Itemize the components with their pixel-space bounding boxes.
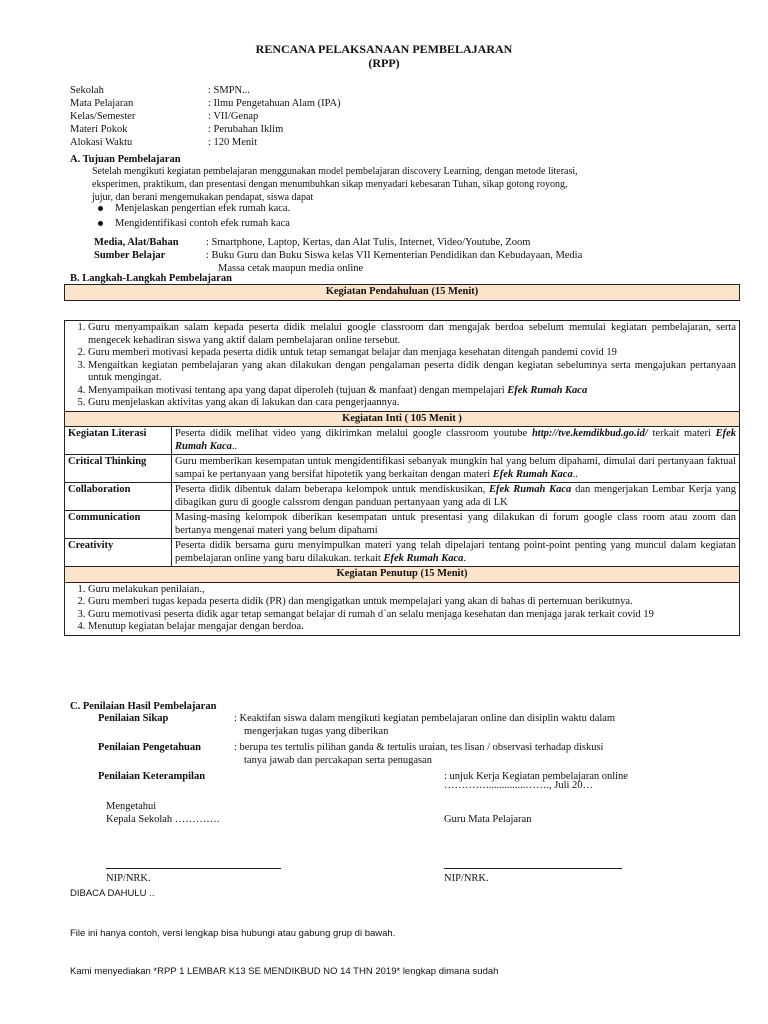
guru-label: Guru Mata Pelajaran bbox=[444, 814, 532, 825]
pendahuluan-header: Kegiatan Pendahuluan (15 Menit) bbox=[65, 285, 740, 301]
row-text-part: Peserta didik melihat video yang dikirimkan melalui google classroom youtube bbox=[175, 428, 528, 439]
identity-label: Sekolah bbox=[70, 85, 104, 96]
sikap-value: : Keaktifan siswa dalam mengikuti kegiatan pembelajaran online dan disiplin waktu dalam bbox=[234, 713, 616, 724]
list-item: 4. Menutup kegiatan belajar mengajar dengan berdoa. bbox=[88, 621, 736, 634]
objective-item: Menjelaskan pengertian efek rumah kaca. bbox=[115, 203, 291, 214]
identity-label: Materi Pokok bbox=[70, 124, 128, 135]
table-row bbox=[65, 511, 740, 539]
identity-label: Kelas/Semester bbox=[70, 111, 136, 122]
signature-line-left bbox=[106, 868, 281, 869]
section-c-heading: C. Penilaian Hasil Pembelajaran bbox=[70, 701, 217, 712]
row-text bbox=[172, 455, 740, 483]
pengetahuan-value: : berupa tes tertulis pilihan ganda & tertulis uraian, tes lisan / observasi terhadap diskusi bbox=[234, 742, 604, 753]
identity-value: : Perubahan Iklim bbox=[208, 124, 284, 135]
identity-value: : VII/Genap bbox=[208, 111, 259, 122]
row-text bbox=[172, 483, 740, 511]
row-text-part: .. bbox=[231, 440, 238, 452]
identity-value: : Ilmu Pengetahuan Alam (IPA) bbox=[208, 98, 341, 109]
row-text-part: terkait materi bbox=[647, 428, 716, 439]
list-item-text: Menyampaikan motivasi tentang apa yang dapat diperoleh (tujuan & manfaat) dengan mempelajari bbox=[88, 384, 505, 396]
sikap-label: Penilaian Sikap bbox=[98, 713, 169, 724]
media-value: : Smartphone, Laptop, Kertas, dan Alat Tulis, Internet, Video/Youtube, Zoom bbox=[206, 237, 531, 248]
kepala-sekolah-label: Kepala Sekolah …………. bbox=[106, 814, 220, 825]
row-label: Critical Thinking bbox=[65, 455, 172, 483]
signature-line-right bbox=[444, 868, 622, 869]
footer-note: File ini hanya contoh, versi lengkap bisa hubungi atau gabung grup di bawah. bbox=[70, 928, 396, 939]
topic-emphasis: Efek Rumah Kaca bbox=[383, 552, 464, 564]
objective-item: Mengidentifikasi contoh efek rumah kaca bbox=[115, 218, 290, 229]
identity-block bbox=[70, 84, 341, 149]
media-block bbox=[94, 236, 582, 275]
row-text: Masing-masing kelompok diberikan kesempatan untuk presentasi yang dilakukan di forum google class room atau zoom dan bertanya mengenai materi yang belum dipahami bbox=[172, 511, 740, 539]
document-subtitle: (RPP) bbox=[368, 56, 400, 70]
row-text-part: dan mengerjakan Lembar Kerja yang dibagikan guru di google calssrom dengan panduan pertanyaan yang ada di LK bbox=[175, 484, 736, 508]
pengetahuan-value: tanya jawab dan percakapan serta penugasan bbox=[244, 755, 433, 766]
identity-label: Alokasi Waktu bbox=[70, 137, 133, 148]
sumber-label: Sumber Belajar bbox=[94, 250, 166, 261]
list-item: 2. Guru memberi tugas kepada peserta didik (PR) dan mengigatkan untuk mempelajari yang akan di bahas di pertemuan berikutnya. bbox=[88, 596, 736, 609]
penutup-cell bbox=[65, 582, 740, 635]
pendahuluan-header-table bbox=[64, 284, 740, 301]
topic-emphasis: Efek Rumah Kaca bbox=[175, 428, 737, 452]
activities-table bbox=[64, 320, 740, 636]
intro-line: Setelah mengikuti kegiatan pembelajaran menggunakan model pembelajaran discovery Learning, dengan metode literasi, bbox=[92, 166, 578, 177]
topic-emphasis: Efek Rumah Kaca bbox=[492, 468, 573, 480]
table-row bbox=[65, 539, 740, 567]
table-row bbox=[65, 455, 740, 483]
assessment-block bbox=[98, 712, 628, 783]
list-item: 3. Mengaitkan kegiatan pembelajaran yang akan dilakukan dengan pengalaman peserta didik dengan kegiatan sebelumnya serta mengajukan pertanyaan untuk mengingat. bbox=[88, 360, 736, 385]
footer-note: Kami menyediakan *RPP 1 LEMBAR K13 SE MENDIKBUD NO 14 THN 2019* lengkap dimana sudah bbox=[70, 966, 499, 977]
table-row bbox=[65, 483, 740, 511]
row-text-part: Peserta didik dibentuk dalam beberapa kelompok untuk mendiskusikan, bbox=[175, 484, 490, 495]
identity-label: Mata Pelajaran bbox=[70, 98, 134, 109]
row-label: Communication bbox=[65, 511, 172, 539]
pendahuluan-cell bbox=[65, 321, 740, 412]
nip-right: NIP/NRK. bbox=[444, 873, 489, 884]
intro-line: jujur, dan berani mengemukakan pendapat, siswa dapat bbox=[92, 192, 314, 203]
section-b-heading: B. Langkah-Langkah Pembelajaran bbox=[70, 273, 232, 284]
sumber-value: Massa cetak maupun media online bbox=[218, 263, 364, 274]
inti-header: Kegiatan Inti ( 105 Menit ) bbox=[65, 411, 740, 427]
document-title: RENCANA PELAKSANAAN PEMBELAJARAN bbox=[255, 42, 513, 56]
section-a-intro bbox=[92, 165, 578, 204]
signature-date: …………...............……., Juli 20… bbox=[444, 780, 594, 791]
row-label: Kegiatan Literasi bbox=[65, 427, 172, 455]
keterampilan-value: : unjuk Kerja Kegiatan pembelajaran online bbox=[444, 771, 628, 782]
media-label: Media, Alat/Bahan bbox=[94, 237, 179, 248]
penutup-header: Kegiatan Penutup (15 Menit) bbox=[65, 567, 740, 583]
bullet-icon bbox=[98, 206, 103, 211]
sikap-value: mengerjakan tugas yang diberikan bbox=[244, 726, 389, 737]
keterampilan-label: Penilaian Keterampilan bbox=[98, 771, 206, 782]
pendahuluan-list bbox=[68, 322, 736, 410]
row-text-part: Guru memberikan kesempatan untuk mengidentifikasi sebanyak mungkin hal yang belum dipahami, dimulai dari pertanyaan faktual sampai ke pertanyaan yang bersifat hipotetik yang berkaitan dengan materi bbox=[175, 456, 736, 480]
row-label: Collaboration bbox=[65, 483, 172, 511]
footer-note: DIBACA DAHULU .. bbox=[70, 888, 155, 899]
row-text bbox=[172, 427, 740, 455]
sumber-value: : Buku Guru dan Buku Siswa kelas VII Kementerian Pendidikan dan Kebudayaan, Media bbox=[206, 250, 583, 261]
list-item: 1. Guru melakukan penilaian., bbox=[88, 584, 736, 597]
row-text-part: Peserta didik bersama guru menyimpulkan materi yang telah dipelajari tentang point-point penting yang muncul dalam kegiatan pembelajaran online yang baru dilakukan. terkait bbox=[175, 540, 736, 564]
identity-value: : SMPN... bbox=[208, 85, 251, 96]
row-text-part: .. bbox=[572, 468, 578, 480]
identity-value: : 120 Menit bbox=[208, 137, 257, 148]
video-link[interactable]: http://tve.kemdikbud.go.id/ bbox=[531, 428, 648, 439]
topic-emphasis: Efek Rumah Kaca bbox=[489, 484, 572, 495]
list-item: 5. Guru menjelaskan aktivitas yang akan di lakukan dan cara pengerjaannya. bbox=[88, 397, 736, 410]
intro-line: eksperimen, praktikum, dan presentasi dengan menumbuhkan sikap menyadari kebesaran Tuhan, sikap gotong royong, bbox=[92, 179, 568, 190]
list-item: 1. Guru menyampaikan salam kepada peserta didik melalui google classroom dan mengajak berdoa sebelum memulai kegiatan pembelajaran, serta mengecek kehadiran siswa yang aktif dalam pembelajaran online tersebut. bbox=[88, 322, 736, 347]
penutup-list bbox=[68, 584, 736, 634]
list-item bbox=[88, 385, 736, 398]
list-item: 3. Guru memotivasi peserta didik agar tetap semangat belajar di rumah d`an selalu menjaga kesehatan dan menjaga jarak terkait covid 19 bbox=[88, 609, 736, 622]
mengetahui-label: Mengetahui bbox=[106, 801, 157, 812]
nip-left: NIP/NRK. bbox=[106, 873, 151, 884]
row-label: Creativity bbox=[65, 539, 172, 567]
row-text-part: . bbox=[463, 552, 467, 564]
pengetahuan-label: Penilaian Pengetahuan bbox=[98, 742, 201, 753]
table-row bbox=[65, 427, 740, 455]
bullet-icon bbox=[98, 221, 103, 226]
objective-list bbox=[98, 202, 290, 230]
list-item: 2. Guru memberi motivasi kepada peserta didik untuk tetap semangat belajar dan menjaga kesehatan ditengah pandemi covid 19 bbox=[88, 347, 736, 360]
section-a-heading: A. Tujuan Pembelajaran bbox=[70, 154, 181, 165]
topic-emphasis: Efek Rumah Kaca bbox=[507, 384, 588, 396]
row-text bbox=[172, 539, 740, 567]
